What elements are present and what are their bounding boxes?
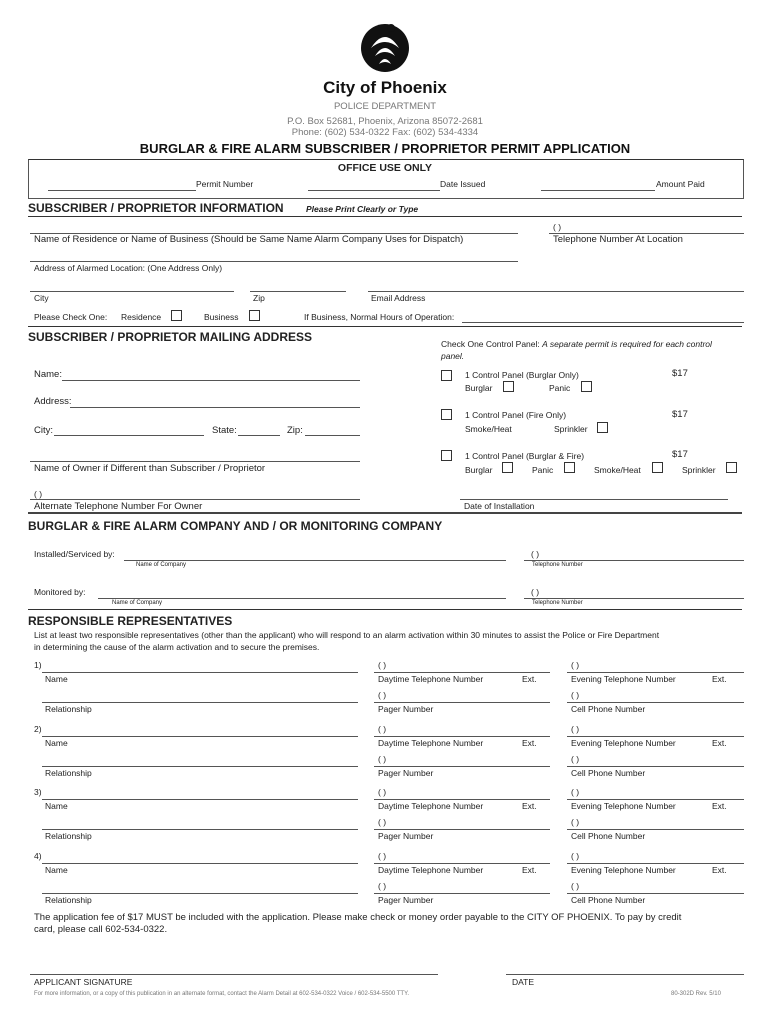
rep-4-cell-paren: ( ) [571, 881, 580, 891]
monitored-label: Monitored by: [34, 587, 86, 597]
alarmed-address-field[interactable] [30, 261, 518, 262]
rep-1-name-field[interactable] [42, 672, 358, 673]
sprinkler-checkbox[interactable] [597, 422, 608, 433]
amount-paid-label: Amount Paid [656, 179, 705, 189]
check-one-label: Please Check One: [34, 312, 108, 322]
permit-number-label: Permit Number [196, 179, 254, 189]
bf-burglar-checkbox[interactable] [502, 462, 513, 473]
rep-4-relationship-field[interactable] [42, 893, 358, 894]
rep-2-day-label: Daytime Telephone Number [378, 738, 484, 748]
date-label: DATE [512, 977, 535, 987]
rep-4-eve-label: Evening Telephone Number [571, 865, 676, 875]
rep-3-day-label: Daytime Telephone Number [378, 801, 484, 811]
panel-burglar-fire-price: $17 [672, 449, 688, 460]
installed-phone-field[interactable] [524, 560, 744, 561]
panel-check-one-text: Check One Control Panel: [441, 339, 540, 349]
rep-2-pager-field[interactable] [374, 766, 550, 767]
rep-4-eve-phone-field[interactable] [567, 863, 744, 864]
panel-check-one [441, 338, 731, 362]
installed-company-sublabel: Name of Company [136, 562, 187, 568]
bf-smoke-label: Smoke/Heat [594, 465, 641, 475]
city-label: City [34, 293, 49, 303]
burglar-checkbox[interactable] [503, 381, 514, 392]
fee-note-1: The application fee of $17 MUST be included with the application. Please make check or money order payable to the CITY OF PHOENIX. To pay by credit [34, 912, 682, 923]
permit-number-line[interactable] [48, 190, 196, 191]
section-divider [28, 512, 742, 514]
installed-phone-sublabel: Telephone Number [532, 562, 583, 568]
panic-label: Panic [549, 383, 571, 393]
rep-2-number: 2) [34, 724, 42, 734]
rep-4-name-label: Name [45, 865, 68, 875]
installed-company-field[interactable] [124, 560, 506, 561]
rep-2-eve-label: Evening Telephone Number [571, 738, 676, 748]
mail-zip-field[interactable] [305, 435, 360, 436]
reps-intro-2: in determining the cause of the alarm activation and to secure the premises. [34, 642, 320, 652]
rep-2-day-paren: ( ) [378, 724, 387, 734]
rep-4-cell-label: Cell Phone Number [571, 895, 646, 905]
rep-3-eve-ext: Ext. [712, 801, 727, 811]
mailing-heading: SUBSCRIBER / PROPRIETOR MAILING ADDRESS [28, 330, 313, 344]
section-divider [28, 326, 742, 327]
rep-3-relationship-label: Relationship [45, 831, 92, 841]
city-field[interactable] [30, 291, 234, 292]
rep-3-pager-field[interactable] [374, 829, 550, 830]
rep-3-name-field[interactable] [42, 799, 358, 800]
section-divider [28, 216, 742, 217]
rep-4-pager-field[interactable] [374, 893, 550, 894]
panel-burglar-only-checkbox[interactable] [441, 370, 452, 381]
rep-4-cell-field[interactable] [567, 893, 744, 894]
installed-label: Installed/Serviced by: [34, 549, 115, 559]
business-checkbox[interactable] [249, 310, 260, 321]
rep-1-cell-field[interactable] [567, 702, 744, 703]
rep-3-relationship-field[interactable] [42, 829, 358, 830]
monitored-phone-sublabel: Telephone Number [532, 600, 583, 606]
mail-name-field[interactable] [62, 380, 360, 381]
rep-2-day-phone-field[interactable] [374, 736, 550, 737]
panel-fire-only-price: $17 [672, 409, 688, 420]
installed-phone-paren: ( ) [531, 549, 540, 559]
mailing-address: P.O. Box 52681, Phoenix, Arizona 85072-2681 [287, 116, 483, 127]
residence-checkbox[interactable] [171, 310, 182, 321]
panel-separate-note: A separate permit is required for each control panel. [441, 339, 712, 361]
form-number: 80-302D Rev. 5/10 [671, 991, 721, 997]
rep-4-eve-paren: ( ) [571, 851, 580, 861]
mail-city-field[interactable] [54, 435, 204, 436]
rep-1-eve-paren: ( ) [571, 660, 580, 670]
monitored-company-sublabel: Name of Company [112, 600, 163, 606]
rep-4-day-phone-field[interactable] [374, 863, 550, 864]
bf-panic-checkbox[interactable] [564, 462, 575, 473]
amount-paid-line[interactable] [541, 190, 655, 191]
rep-1-eve-ext: Ext. [712, 674, 727, 684]
rep-1-pager-field[interactable] [374, 702, 550, 703]
company-heading: BURGLAR & FIRE ALARM COMPANY AND / OR MONITORING COMPANY [28, 519, 443, 533]
alt-phone-field[interactable] [30, 499, 360, 500]
rep-4-number: 4) [34, 851, 42, 861]
panic-checkbox[interactable] [581, 381, 592, 392]
rep-2-eve-ext: Ext. [712, 738, 727, 748]
bf-smoke-checkbox[interactable] [652, 462, 663, 473]
rep-1-day-ext: Ext. [522, 674, 537, 684]
monitored-phone-paren: ( ) [531, 587, 540, 597]
rep-3-day-ext: Ext. [522, 801, 537, 811]
rep-3-cell-field[interactable] [567, 829, 744, 830]
rep-3-cell-label: Cell Phone Number [571, 831, 646, 841]
location-phone-paren: ( ) [553, 222, 562, 232]
install-date-field[interactable] [460, 499, 728, 500]
owner-name-field[interactable] [30, 461, 360, 462]
mail-city-label: City: [34, 425, 53, 436]
smoke-heat-label: Smoke/Heat [465, 424, 512, 434]
rep-1-pager-paren: ( ) [378, 690, 387, 700]
mail-name-label: Name: [34, 369, 62, 380]
mail-zip-label: Zip: [287, 425, 303, 436]
business-name-label: Name of Residence or Name of Business (Should be Same Name Alarm Company Uses for Dispatch) [34, 234, 464, 245]
subscriber-heading: SUBSCRIBER / PROPRIETOR INFORMATION [28, 201, 284, 215]
business-label: Business [204, 312, 239, 322]
rep-4-day-paren: ( ) [378, 851, 387, 861]
rep-2-cell-paren: ( ) [571, 754, 580, 764]
rep-4-relationship-label: Relationship [45, 895, 92, 905]
rep-2-pager-paren: ( ) [378, 754, 387, 764]
rep-3-name-label: Name [45, 801, 68, 811]
office-use-heading: OFFICE USE ONLY [337, 162, 433, 174]
rep-1-relationship-field[interactable] [42, 702, 358, 703]
form-title: BURGLAR & FIRE ALARM SUBSCRIBER / PROPRIETOR PERMIT APPLICATION [139, 141, 631, 156]
footer-info: For more information, or a copy of this publication in an alternate format, contact the Alarm Detail at 602-534-0322 Voice / 602-534-5500 TTY. [34, 991, 409, 997]
mail-state-field[interactable] [238, 435, 280, 436]
sprinkler-label: Sprinkler [554, 424, 588, 434]
rep-4-day-ext: Ext. [522, 865, 537, 875]
zip-field[interactable] [250, 291, 346, 292]
rep-1-name-label: Name [45, 674, 68, 684]
rep-1-day-phone-field[interactable] [374, 672, 550, 673]
mail-state-label: State: [212, 425, 237, 436]
date-field[interactable] [506, 974, 744, 975]
burglar-label: Burglar [465, 383, 493, 393]
rep-2-eve-phone-field[interactable] [567, 736, 744, 737]
panel-burglar-fire-label: 1 Control Panel (Burglar & Fire) [465, 451, 585, 461]
rep-2-eve-paren: ( ) [571, 724, 580, 734]
rep-3-cell-paren: ( ) [571, 817, 580, 827]
rep-3-pager-label: Pager Number [378, 831, 434, 841]
rep-1-number: 1) [34, 660, 42, 670]
rep-2-relationship-field[interactable] [42, 766, 358, 767]
rep-1-eve-label: Evening Telephone Number [571, 674, 676, 684]
panel-burglar-fire-checkbox[interactable] [441, 450, 452, 461]
rep-2-pager-label: Pager Number [378, 768, 434, 778]
panel-fire-only-label: 1 Control Panel (Fire Only) [465, 410, 567, 420]
zip-label: Zip [253, 293, 265, 303]
rep-1-cell-label: Cell Phone Number [571, 704, 646, 714]
rep-1-pager-label: Pager Number [378, 704, 434, 714]
rep-1-cell-paren: ( ) [571, 690, 580, 700]
panel-burglar-only-price: $17 [672, 368, 688, 379]
hours-label: If Business, Normal Hours of Operation: [304, 312, 455, 322]
bf-burglar-label: Burglar [465, 465, 493, 475]
email-label: Email Address [371, 293, 426, 303]
rep-3-eve-paren: ( ) [571, 787, 580, 797]
rep-2-relationship-label: Relationship [45, 768, 92, 778]
hours-field[interactable] [462, 322, 744, 323]
rep-1-eve-phone-field[interactable] [567, 672, 744, 673]
rep-2-cell-label: Cell Phone Number [571, 768, 646, 778]
print-note: Please Print Clearly or Type [306, 204, 419, 214]
mail-address-field[interactable] [70, 407, 360, 408]
bf-sprinkler-label: Sprinkler [682, 465, 716, 475]
phoenix-bird-logo [357, 18, 413, 78]
rep-3-day-phone-field[interactable] [374, 799, 550, 800]
rep-3-number: 3) [34, 787, 42, 797]
rep-4-day-label: Daytime Telephone Number [378, 865, 484, 875]
date-issued-label: Date Issued [440, 179, 486, 189]
rep-2-cell-field[interactable] [567, 766, 744, 767]
bf-panic-label: Panic [532, 465, 554, 475]
rep-2-name-field[interactable] [42, 736, 358, 737]
rep-1-day-paren: ( ) [378, 660, 387, 670]
signature-field[interactable] [30, 974, 438, 975]
rep-4-pager-label: Pager Number [378, 895, 434, 905]
owner-name-label: Name of Owner if Different than Subscriber / Proprietor [34, 463, 266, 474]
rep-1-day-label: Daytime Telephone Number [378, 674, 484, 684]
rep-4-name-field[interactable] [42, 863, 358, 864]
alt-phone-paren: ( ) [34, 489, 43, 499]
fee-note-2: card, please call 602-534-0322. [34, 924, 168, 935]
monitored-phone-field[interactable] [524, 598, 744, 599]
department: POLICE DEPARTMENT [333, 101, 437, 112]
rep-2-day-ext: Ext. [522, 738, 537, 748]
rep-2-name-label: Name [45, 738, 68, 748]
alt-phone-label: Alternate Telephone Number For Owner [34, 501, 203, 512]
section-divider [28, 609, 742, 610]
bf-sprinkler-checkbox[interactable] [726, 462, 737, 473]
city-name: City of Phoenix [323, 78, 447, 97]
install-date-label: Date of Installation [464, 501, 535, 511]
alarmed-address-label: Address of Alarmed Location: (One Address Only) [34, 263, 223, 273]
reps-heading: RESPONSIBLE REPRESENTATIVES [28, 614, 233, 628]
rep-1-relationship-label: Relationship [45, 704, 92, 714]
email-field[interactable] [368, 291, 744, 292]
panel-burglar-only-label: 1 Control Panel (Burglar Only) [465, 370, 579, 380]
signature-label: APPLICANT SIGNATURE [34, 977, 133, 987]
residence-label: Residence [121, 312, 162, 322]
location-phone-label: Telephone Number At Location [553, 234, 683, 245]
rep-4-pager-paren: ( ) [378, 881, 387, 891]
panel-fire-only-checkbox[interactable] [441, 409, 452, 420]
monitored-company-field[interactable] [98, 598, 506, 599]
rep-4-eve-ext: Ext. [712, 865, 727, 875]
phone-fax: Phone: (602) 534-0322 Fax: (602) 534-4334 [291, 127, 479, 138]
rep-3-eve-phone-field[interactable] [567, 799, 744, 800]
date-issued-line[interactable] [308, 190, 440, 191]
rep-3-pager-paren: ( ) [378, 817, 387, 827]
rep-3-eve-label: Evening Telephone Number [571, 801, 676, 811]
mail-address-label: Address: [34, 396, 72, 407]
rep-3-day-paren: ( ) [378, 787, 387, 797]
reps-intro-1: List at least two responsible representatives (other than the applicant) who will respond to an alarm activation within 30 minutes to assist the Police or Fire Department [34, 630, 660, 640]
